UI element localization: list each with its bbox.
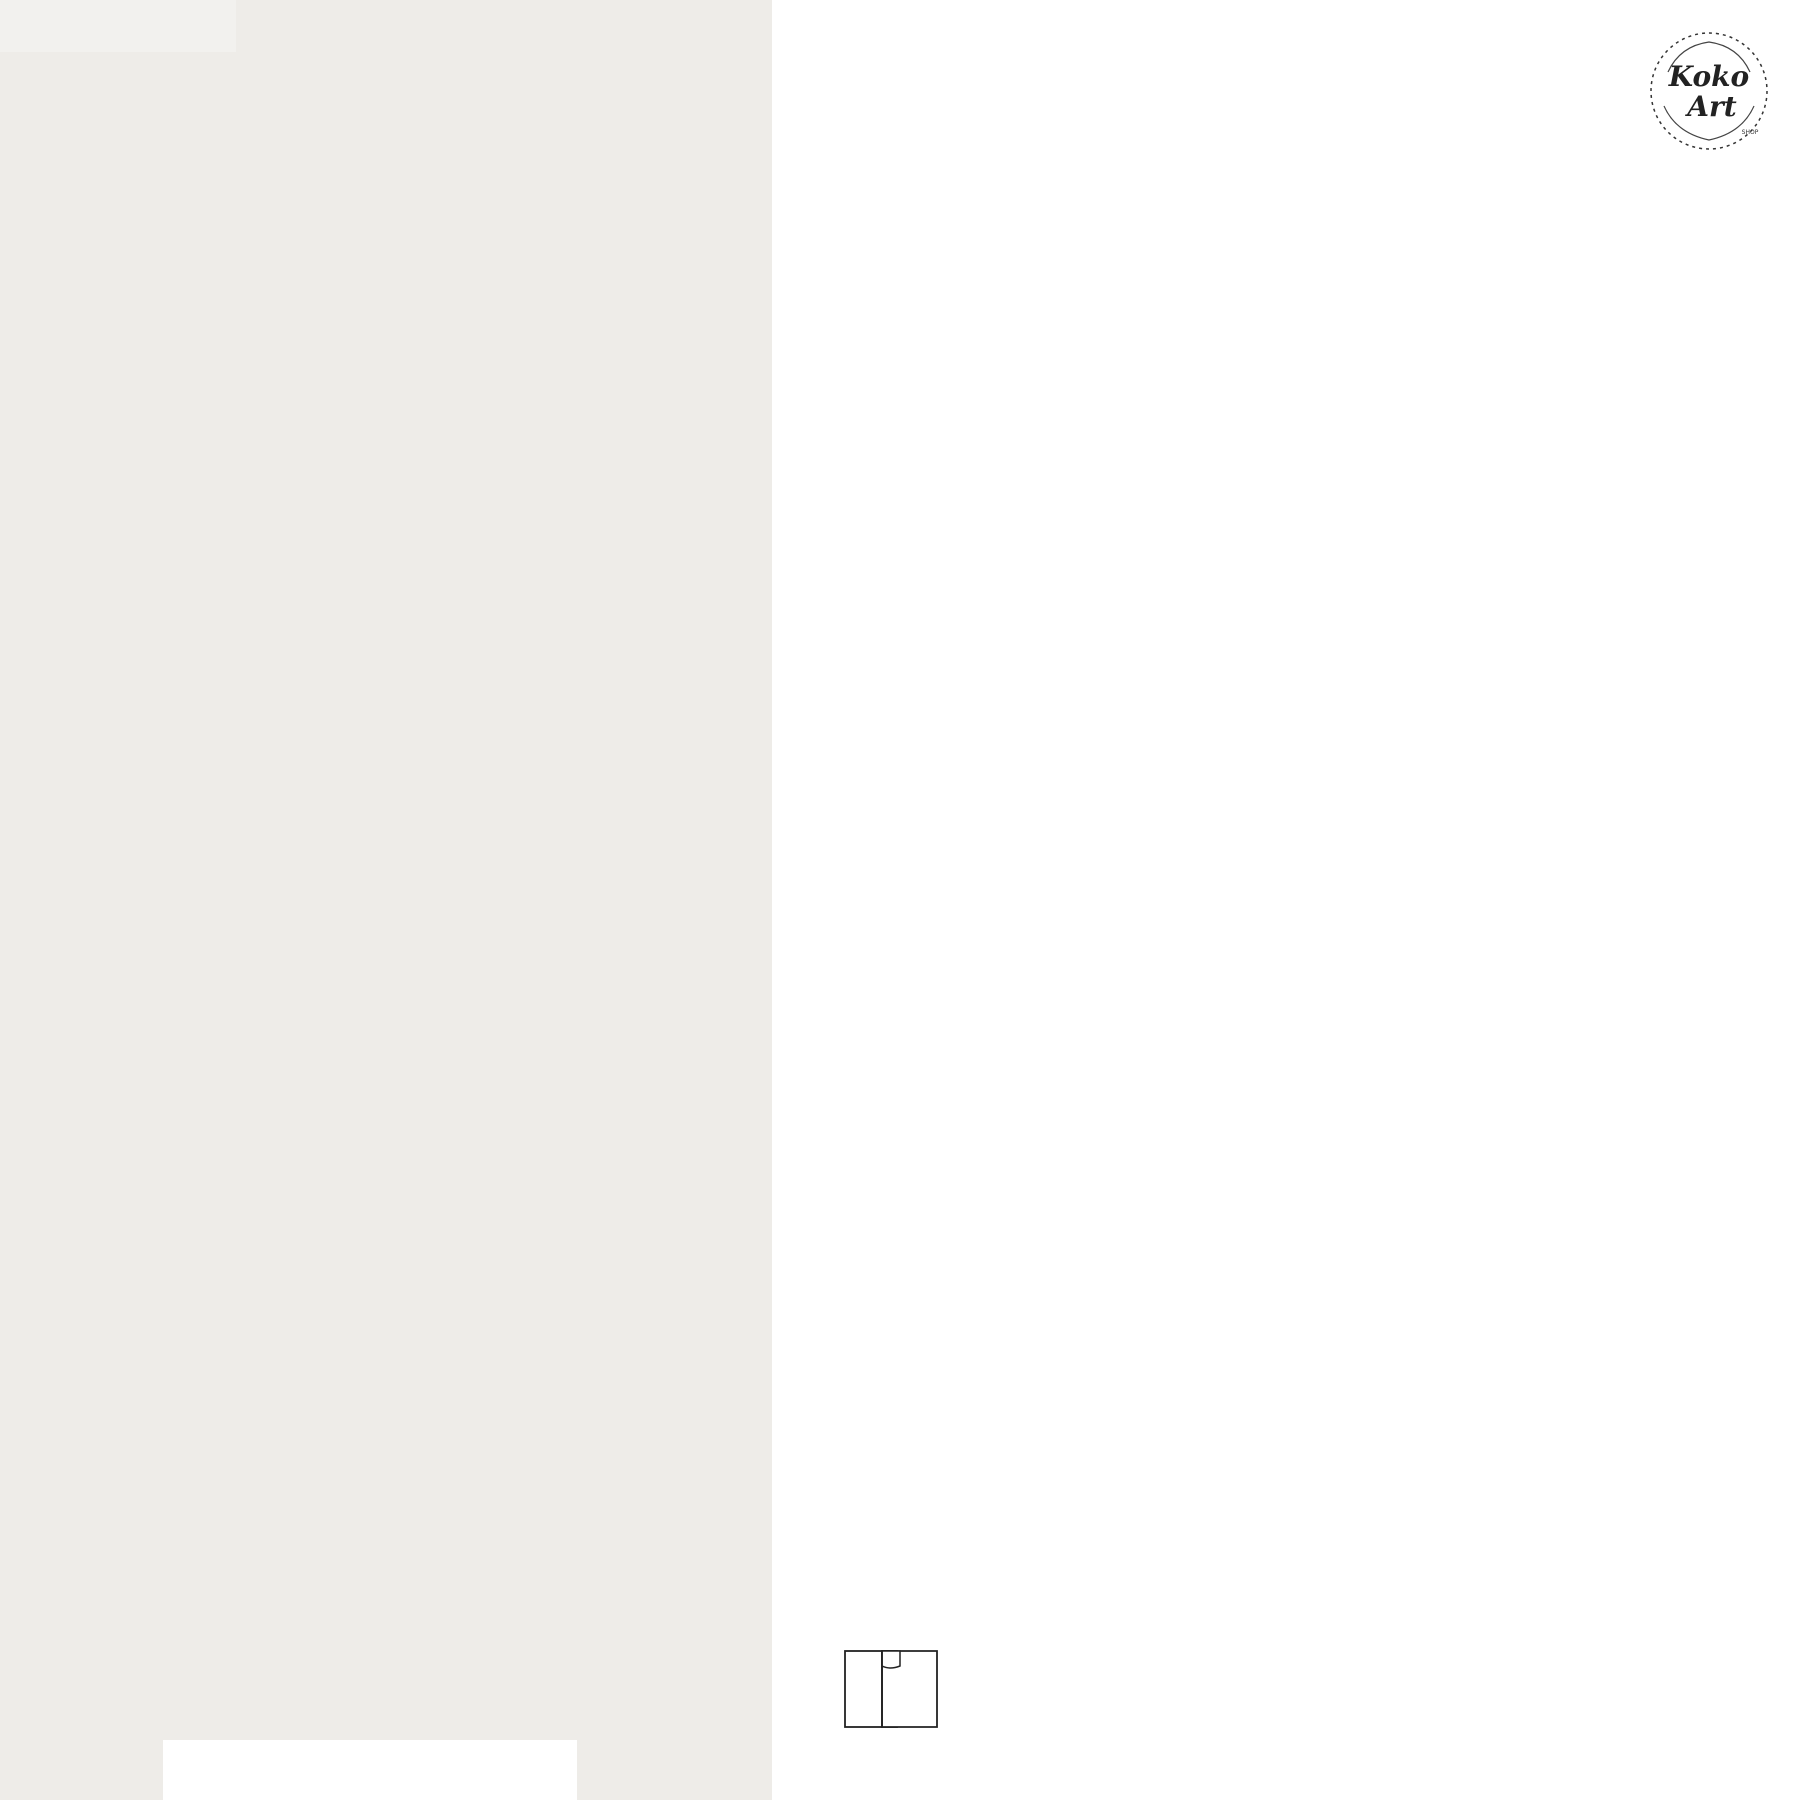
svg-text:Koko: Koko xyxy=(1668,60,1750,93)
overlap-icon xyxy=(842,1648,942,1730)
svg-text:SHOP: SHOP xyxy=(1741,129,1759,136)
svg-text:Art: Art xyxy=(1687,90,1737,123)
